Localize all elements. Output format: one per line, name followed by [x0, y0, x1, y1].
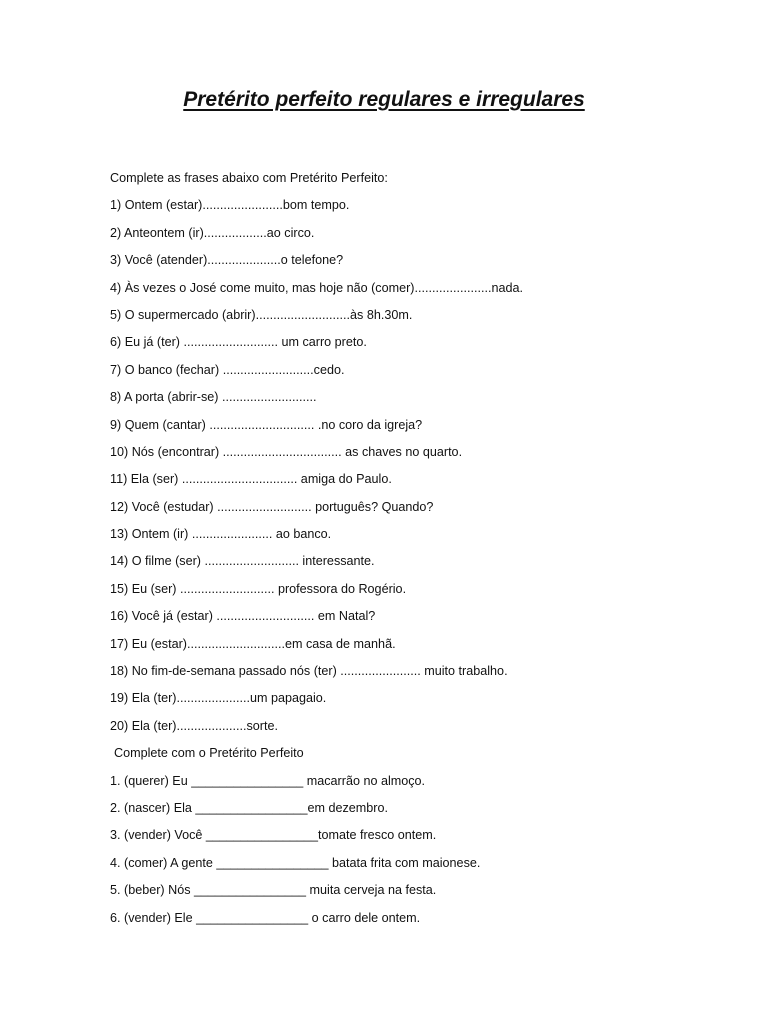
worksheet-title: Pretérito perfeito regulares e irregulares: [183, 88, 585, 111]
exercise-item-17: 17) Eu (estar)............................em casa de manhã.: [110, 636, 396, 651]
exercise-item-4: 4) Às vezes o José come muito, mas hoje não (comer)......................nada.: [110, 280, 523, 295]
exercise-item-19: 19) Ela (ter).....................um papagaio.: [110, 691, 327, 706]
exercise-item-8: 8) A porta (abrir-se) ...........................: [110, 390, 317, 405]
fill-in-item-2: 2. (nascer) Ela ________________em dezembro.: [110, 800, 388, 815]
exercise-item-18: 18) No fim-de-semana passado nós (ter) ....................... muito trabalho.: [110, 664, 508, 679]
exercise-item-5: 5) O supermercado (abrir)...........................às 8h.30m.: [110, 307, 413, 322]
exercise-item-7: 7) O banco (fechar) ..........................cedo.: [110, 362, 345, 377]
section1-instruction: Complete as frases abaixo com Pretérito Perfeito:: [110, 171, 388, 185]
fill-in-item-1: 1. (querer) Eu ________________ macarrão no almoço.: [110, 773, 426, 788]
exercise-item-11: 11) Ela (ser) ................................. amiga do Paulo.: [110, 472, 392, 487]
fill-in-item-3: 3. (vender) Você ________________tomate fresco ontem.: [110, 828, 437, 843]
exercise-item-12: 12) Você (estudar) ........................... português? Quando?: [110, 499, 434, 514]
fill-in-item-6: 6. (vender) Ele ________________ o carro dele ontem.: [110, 910, 421, 925]
exercise-item-10: 10) Nós (encontrar) .................................. as chaves no quarto.: [110, 444, 463, 459]
exercise-item-20: 20) Ela (ter)....................sorte.: [110, 718, 278, 733]
exercise-item-16: 16) Você já (estar) ............................ em Natal?: [110, 609, 376, 624]
fill-in-item-4: 4. (comer) A gente ________________ batata frita com maionese.: [110, 855, 481, 870]
exercise-item-2: 2) Anteontem (ir)..................ao circo.: [110, 225, 315, 240]
fill-in-item-5: 5. (beber) Nós ________________ muita cerveja na festa.: [110, 883, 437, 898]
exercise-item-15: 15) Eu (ser) ........................... professora do Rogério.: [110, 581, 407, 596]
exercise-item-6: 6) Eu já (ter) ........................... um carro preto.: [110, 335, 367, 350]
section2-instruction: Complete com o Pretérito Perfeito: [114, 746, 304, 761]
exercise-item-3: 3) Você (atender).....................o telefone?: [110, 253, 344, 268]
exercise-item-9: 9) Quem (cantar) .............................. .no coro da igreja?: [110, 417, 423, 432]
exercise-item-13: 13) Ontem (ir) ....................... ao banco.: [110, 527, 332, 542]
exercise-item-14: 14) O filme (ser) ........................... interessante.: [110, 554, 375, 569]
exercise-list: [110, 168, 730, 935]
exercise-item-1: 1) Ontem (estar).......................bom tempo.: [110, 198, 350, 213]
